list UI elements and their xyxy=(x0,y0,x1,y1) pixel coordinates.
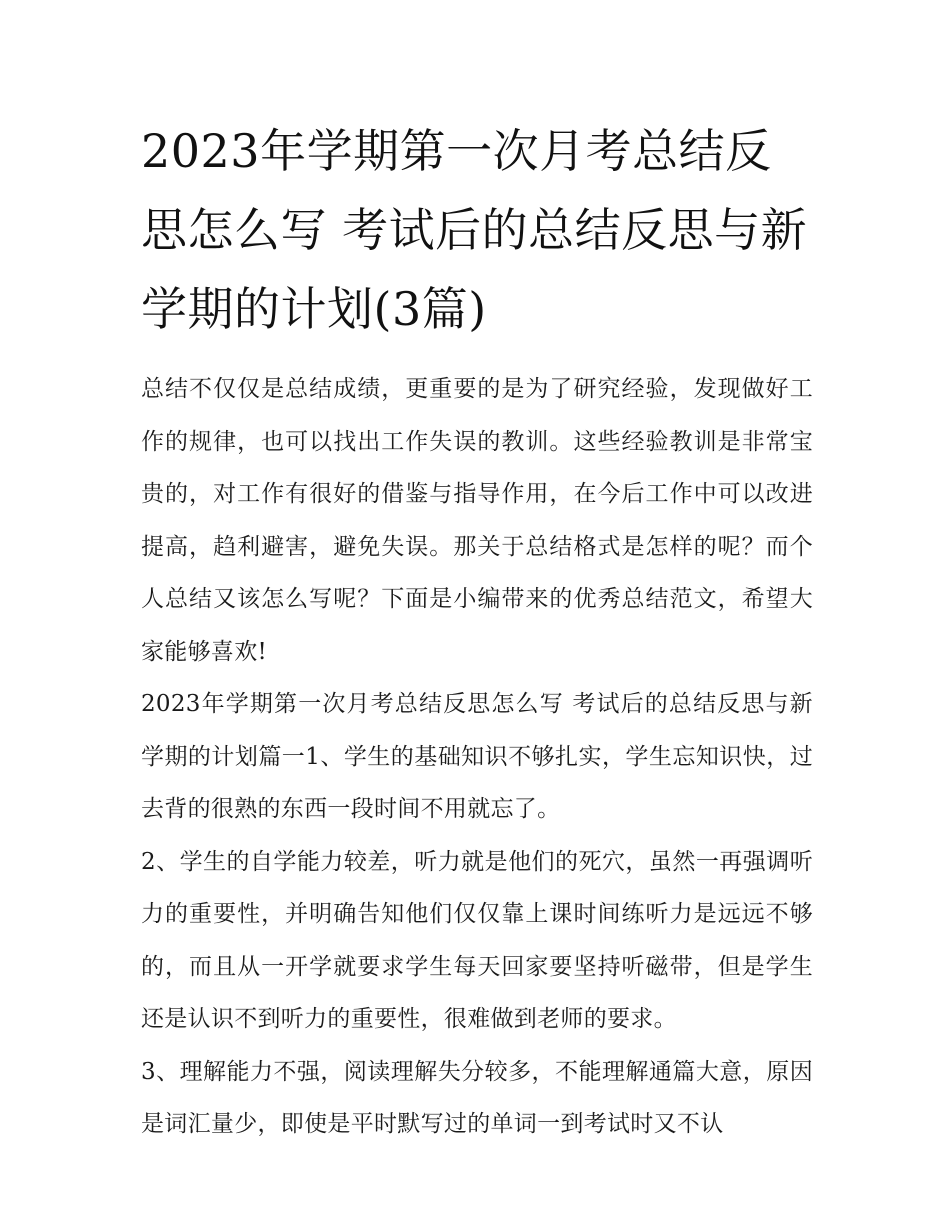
paragraph-intro: 总结不仅仅是总结成绩，更重要的是为了研究经验，发现做好工作的规律，也可以找出工作失误的教训。这些经验教训是非常宝贵的，对工作有很好的借鉴与指导作用，在今后工作中可以改进提高，趋利避害，避免失误。那关于总结格式是怎样的呢？而个人总结又该怎么写呢？下面是小编带来的优秀总结范文，希望大家能够喜欢! xyxy=(141,376,813,665)
paragraph-2: 2、学生的自学能力较差，听力就是他们的死穴，虽然一再强调听力的重要性，并明确告知他们仅仅靠上课时间练听力是远远不够的，而且从一开学就要求学生每天回家要坚持听磁带，但是学生还是认识不到听力的重要性，很难做到老师的要求。 xyxy=(141,848,813,1032)
document-title: 2023年学期第一次月考总结反思怎么写 考试后的总结反思与新学期的计划(3篇) xyxy=(141,124,808,336)
paragraph-1: 2023年学期第一次月考总结反思怎么写 考试后的总结反思与新学期的计划篇一1、学生的基础知识不够扎实，学生忘知识快，过去背的很熟的东西一段时间不用就忘了。 xyxy=(141,691,813,822)
paragraph-3: 3、理解能力不强，阅读理解失分较多，不能理解通篇大意，原因是词汇量少，即使是平时默写过的单词一到考试时又不认 xyxy=(141,1058,813,1137)
document-content xyxy=(141,112,813,1151)
document-body xyxy=(141,363,813,1151)
